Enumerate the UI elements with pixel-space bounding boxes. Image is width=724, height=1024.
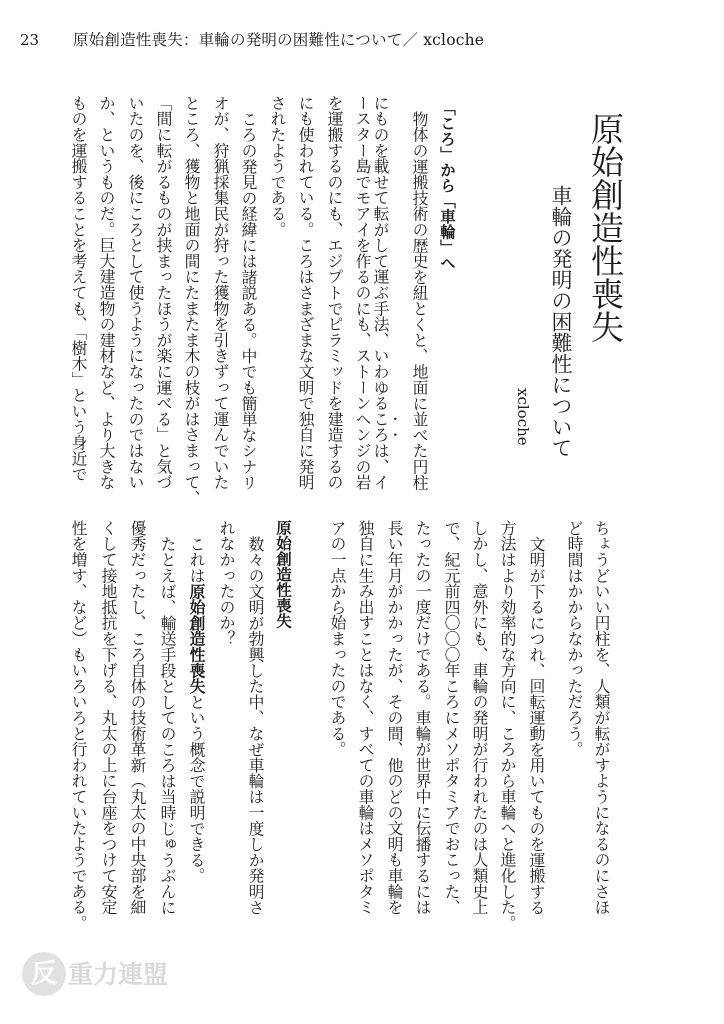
text-segment: にものを載せて転がして運ぶ手法、いわゆる [371,95,390,411]
article-title: 原始創造性喪失 [586,112,625,343]
text-column: たったの一度だけである。車輪が世界中に伝播するには [413,520,432,915]
text-column: れなかったのか？ [217,520,236,647]
section-heading: 原始創造性喪失 [274,520,292,629]
text-column: 優秀だったし、ころ自体の技術革新（丸太の中央部を細 [128,520,147,915]
text-column: を運搬するのにも、エジプトでピラミッドを建造するの [325,95,344,490]
text-column: くして接地抵抗を下げる、丸太の上に台座をつけて安定 [99,520,118,915]
text-column: いたのを、後にころとして使うようになったのではない [126,95,145,490]
section-heading: 「ころ」から「車輪」へ [438,100,456,271]
text-column: か、というものだ。巨大建造物の建材など、より大きな [97,95,116,490]
text-column: ちょうどいい円柱を、人類が転がすようになるのにさほ [592,520,611,915]
text-column: されたようである。 [268,95,287,238]
text-column: で、紀元前四〇〇〇年ころにメソポタミアでおこった、 [442,520,461,915]
text-column: ものを運搬することを考えても、「樹木」という身近で [69,95,88,483]
watermark-emblem: 反 [22,952,66,996]
text-column [371,95,399,491]
text-column: 物体の運搬技術の歴史を紐とくと、地面に並べた円柱 [410,110,429,490]
text-column: 方法はより効率的な方向に、ころから車輪へと進化した。 [498,520,517,931]
text-column: 数々の文明が勃興した中、なぜ車輪は一度しか発明さ [246,535,265,915]
running-head: 原始創造性喪失：車輪の発明の困難性について／ xcloche [73,31,485,49]
watermark-text: 重力連盟 [68,960,169,989]
author-name: xcloche [514,388,532,446]
text-column: 独自に生み出すことはなく、すべての車輪はメソポタミ [356,520,375,915]
text-column: にも使われている。ころはさまざまな文明で独自に発明 [296,95,315,490]
text-column [187,520,205,883]
text-column: アの一点から始まったのである。 [328,520,347,757]
text-column: 文明が下るにつれ、回転運動を用いてものを運搬する [527,535,546,915]
text-column: オが、狩猟採集民が狩った獲物を引きずって運んでいた [211,95,230,490]
text-column: ースター島でモアイを作るのにも、ストーンヘンジの岩 [353,95,372,490]
text-column: 性を増す、など）もいろいろと行われていたようである。 [69,520,88,931]
text-column: 「間に転がるものが挟まったほうが楽に運べる」と気づ [154,95,173,490]
text-column: たとえば、輸送手段としてのころは当時じゅうぶんに [158,535,177,915]
text-column: しかし、意外にも、車輪の発明が行われたのは人類史上 [470,520,489,915]
watermark-logo [20,950,180,1000]
text-segment: という概念で説明できる。 [187,693,206,884]
text-column: ところ、獲物と地面の間にたまたま木の枝がはさまって、 [182,95,201,506]
text-column: 長い年月がかかったが、その間、他のどの文明も車輪を [385,520,404,915]
text-segment: は、イ [371,442,390,491]
page-number: 23 [20,31,40,49]
emphasized-text: ころ [371,411,390,443]
article-subtitle: 車輪の発明の困難性について [549,185,573,458]
text-column: ころの発見の経緯には諸説ある。中でも簡単なシナリ [239,110,258,490]
text-segment: これは [187,535,206,584]
text-column: ど時間はかからなかっただろう。 [565,520,584,757]
bold-term: 原始創造性喪失 [187,583,206,694]
